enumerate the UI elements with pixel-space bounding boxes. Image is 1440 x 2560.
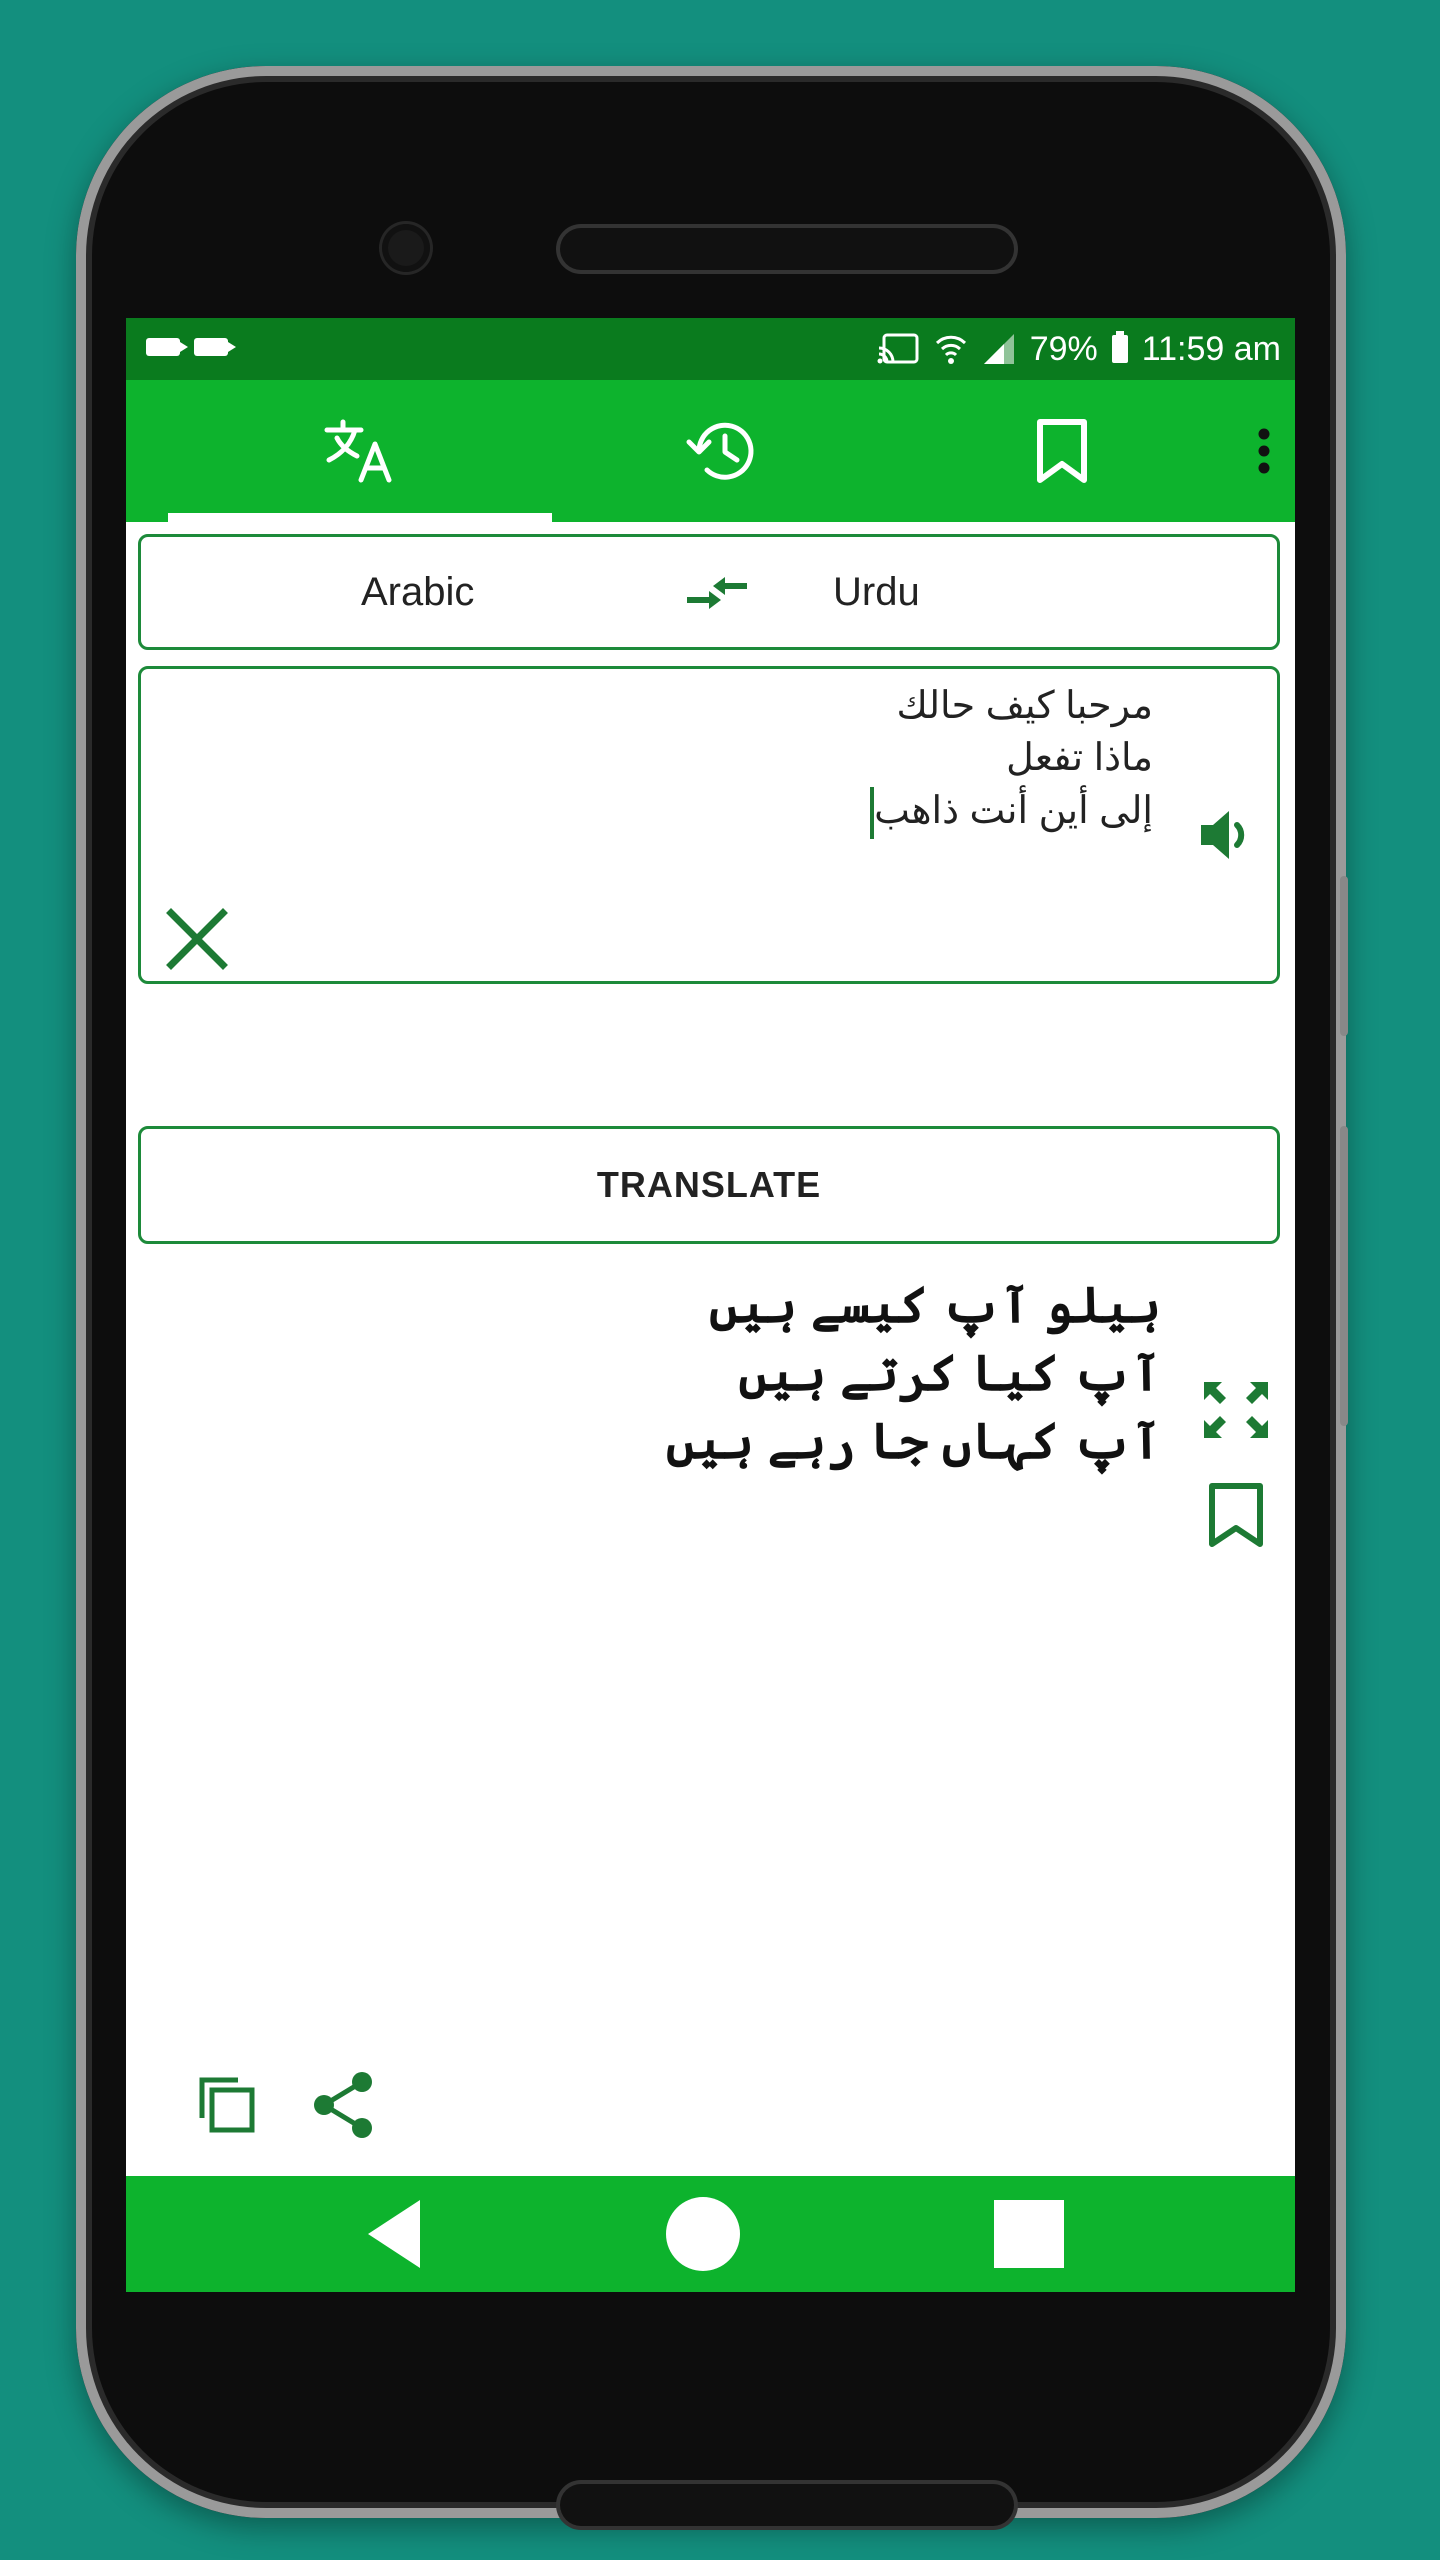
nav-recents-button[interactable] xyxy=(994,2200,1064,2268)
translate-button[interactable]: TRANSLATE xyxy=(138,1126,1280,1244)
battery-percent: 79% xyxy=(1029,329,1098,368)
status-bar xyxy=(126,318,1295,380)
translated-text-line: آپ کیا کرتے ہیں xyxy=(738,1345,1161,1401)
copy-button[interactable] xyxy=(196,2074,258,2136)
source-language-button[interactable]: Arabic xyxy=(361,570,475,614)
signal-icon xyxy=(982,332,1016,366)
speaker-icon xyxy=(1195,803,1259,867)
bookmark-icon xyxy=(1206,1482,1266,1548)
bookmark-translation-button[interactable] xyxy=(1206,1482,1266,1548)
translate-icon xyxy=(321,416,399,486)
more-vert-icon xyxy=(1257,428,1271,474)
source-text-line: إلى أين أنت ذاهب xyxy=(870,787,1153,839)
source-text-input[interactable] xyxy=(138,666,1280,984)
active-tab-indicator xyxy=(168,513,552,522)
source-text-line: ماذا تفعل xyxy=(1006,737,1153,779)
overflow-menu-button[interactable] xyxy=(1232,380,1295,522)
speak-source-button[interactable] xyxy=(1195,803,1259,867)
close-icon xyxy=(165,907,229,971)
video-notification-icon xyxy=(146,338,180,356)
share-icon xyxy=(310,2072,378,2138)
wifi-icon xyxy=(934,331,968,367)
share-button[interactable] xyxy=(310,2072,378,2138)
translated-text-line: آپ کہاں جا رہے ہیں xyxy=(665,1413,1161,1469)
earpiece-speaker xyxy=(560,228,1014,270)
clock: 11:59 am xyxy=(1141,329,1281,368)
cast-icon xyxy=(876,332,920,366)
translated-text-line: ہیلو آپ کیسے ہیں xyxy=(709,1277,1161,1333)
home-circle-icon xyxy=(664,2196,742,2272)
back-triangle-icon xyxy=(364,2196,424,2272)
front-camera xyxy=(382,224,430,272)
target-language-button[interactable]: Urdu xyxy=(833,570,920,614)
nav-back-button[interactable] xyxy=(364,2196,424,2272)
power-button xyxy=(1340,1126,1348,1426)
nav-home-button[interactable] xyxy=(664,2196,742,2272)
swap-arrows-icon xyxy=(679,567,755,619)
fullscreen-button[interactable] xyxy=(1200,1378,1272,1442)
language-selector xyxy=(138,534,1280,650)
tab-history[interactable] xyxy=(552,380,892,522)
source-text-line: مرحبا كيف حالك xyxy=(896,685,1153,727)
tab-bookmarks[interactable] xyxy=(892,380,1232,522)
app-screen xyxy=(126,318,1295,2292)
app-bar xyxy=(126,380,1295,522)
bookmark-icon xyxy=(1034,418,1090,484)
video-notification-icon xyxy=(194,338,228,356)
system-nav-bar xyxy=(126,2176,1295,2292)
bottom-speaker xyxy=(560,2484,1014,2526)
fullscreen-icon xyxy=(1200,1378,1272,1442)
clear-input-button[interactable] xyxy=(165,907,229,971)
tab-translate[interactable] xyxy=(168,380,552,522)
volume-button xyxy=(1340,876,1348,1036)
swap-languages-button[interactable] xyxy=(679,567,755,619)
copy-icon xyxy=(196,2074,258,2136)
battery-icon xyxy=(1112,335,1128,363)
history-icon xyxy=(685,418,759,484)
